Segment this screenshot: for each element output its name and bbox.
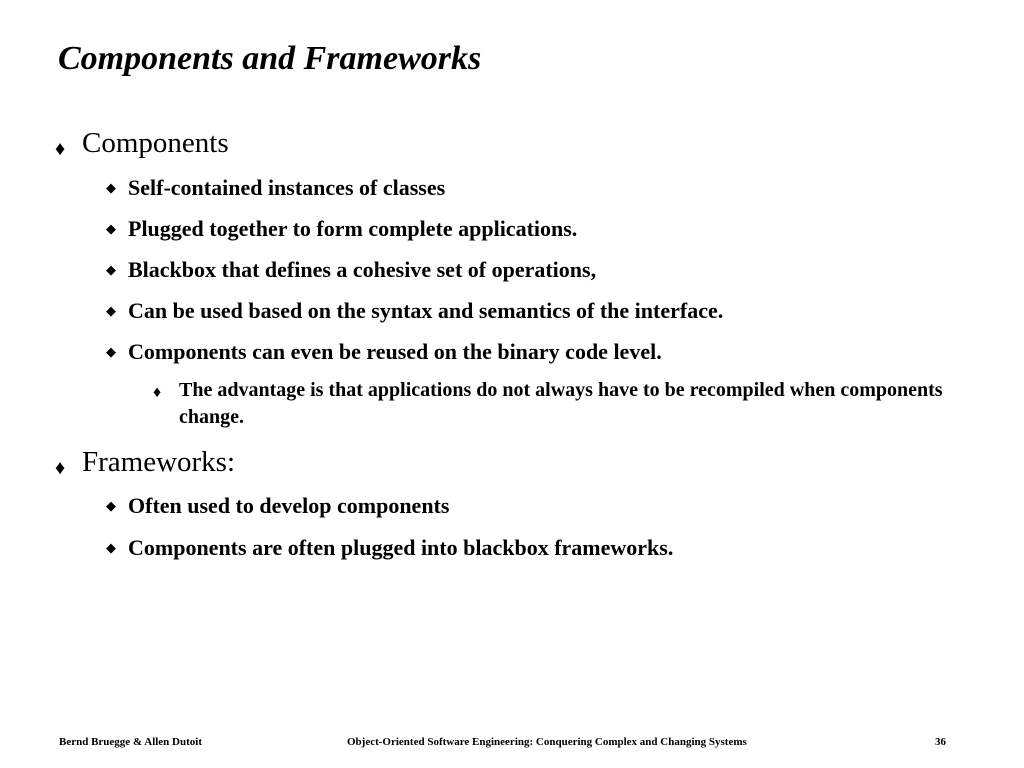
bullet-diamond-icon: ◆ <box>106 540 116 555</box>
bullet-diamond-icon: ♦ <box>153 384 162 401</box>
bullet-diamond-icon: ◆ <box>106 303 116 318</box>
bullet-diamond-icon: ♦ <box>55 457 66 479</box>
list-item: Components can even be reused on the binary code level. <box>128 339 662 364</box>
footer-book-title: Object-Oriented Software Engineering: Conquering Complex and Changing Systems <box>347 736 747 748</box>
list-item: Components are often plugged into blackbox frameworks. <box>128 535 674 560</box>
bullet-diamond-icon: ◆ <box>106 262 116 277</box>
slide-title: Components and Frameworks <box>58 40 482 77</box>
bullet-diamond-icon: ◆ <box>106 498 116 513</box>
sub-list-item: The advantage is that applications do not always have to be recompiled when components change. <box>179 379 943 428</box>
list-item: Plugged together to form complete applications. <box>128 216 578 241</box>
section-heading-components: Components <box>82 127 229 159</box>
section-heading-frameworks: Frameworks: <box>82 446 236 478</box>
bullet-diamond-icon: ♦ <box>55 138 66 160</box>
footer-page-number: 36 <box>935 736 946 748</box>
bullet-diamond-icon: ◆ <box>106 344 116 359</box>
footer-authors: Bernd Bruegge & Allen Dutoit <box>59 736 202 748</box>
list-item: Self-contained instances of classes <box>128 175 446 200</box>
list-item: Blackbox that defines a cohesive set of operations, <box>128 257 597 282</box>
bullet-diamond-icon: ◆ <box>106 221 116 236</box>
list-item: Can be used based on the syntax and semantics of the interface. <box>128 298 724 323</box>
bullet-diamond-icon: ◆ <box>106 180 116 195</box>
list-item: Often used to develop components <box>128 493 450 518</box>
